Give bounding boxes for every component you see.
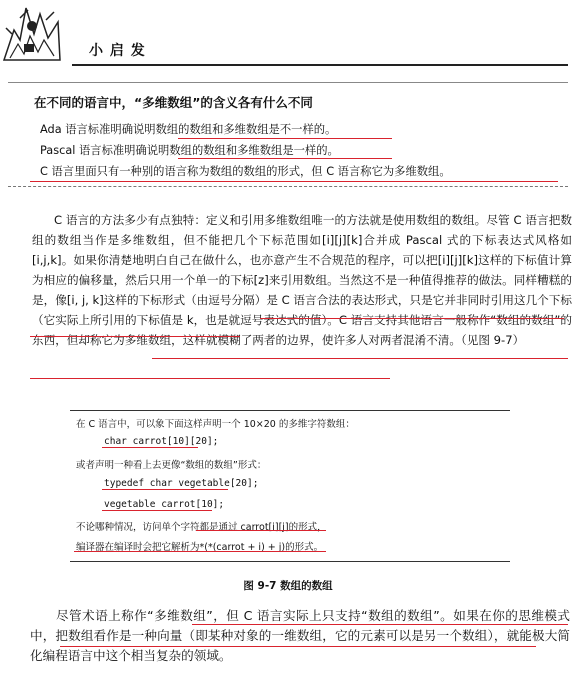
chapter-logo-icon (0, 0, 72, 64)
figure-mid-text: 或者声明一种看上去更像“数组的数组”形式： (76, 460, 267, 471)
annotation-underline (102, 510, 212, 511)
figure-code-line: typedef char vegetable[20]; (104, 478, 259, 489)
annotation-underline (178, 158, 392, 159)
tipbox-bottom-border (8, 186, 568, 187)
annotation-underline (60, 646, 536, 647)
annotation-underline (102, 489, 228, 490)
figure-9-7 (70, 410, 510, 562)
tipbox-top-border (8, 82, 568, 83)
body-paragraph-2: 尽管术语上称作“多维数组”，但 C 语言实际上只支持“数组的数组”。如果在你的思维模式中，把数组看作是一种向量（即某种对象的一维数组，它的元素可以是另一个数组），就能极大简化编程语言中这个相当复杂的领域。 (30, 608, 570, 663)
section-title: 小 启 发 (89, 43, 146, 59)
tipbox-line: Ada 语言标准明确说明数组的数组和多维数组是不一样的。 (40, 123, 337, 136)
figure-code-line: vegetable carrot[10]; (104, 499, 225, 510)
annotation-underline (196, 530, 326, 531)
annotation-underline (102, 447, 198, 448)
tipbox-heading: 在不同的语言中，“多维数组”的含义各有什么不同 (34, 95, 313, 110)
annotation-underline (260, 318, 564, 319)
annotation-underline (152, 358, 568, 359)
figure-intro-text: 在 C 语言中，可以象下面这样声明一个 10×20 的多维字符数组： (76, 419, 355, 430)
annotation-underline (30, 181, 558, 182)
annotation-underline (192, 624, 568, 625)
annotation-underline (30, 378, 390, 379)
annotation-underline (30, 336, 240, 337)
figure-note-text: 不论哪种情况，访问单个字符都是通过 carrot[i][j]的形式， (76, 522, 327, 533)
annotation-underline (74, 551, 326, 552)
annotation-underline (178, 138, 392, 139)
tipbox-line: Pascal 语言标准明确说明数组的数组和多维数组是一样的。 (40, 144, 339, 157)
figure-note-text: 编译器在编译时会把它解析为*(*(carrot + i) + j)的形式。 (76, 542, 324, 553)
figure-code-line: char carrot[10][20]; (104, 436, 219, 447)
header-rule (72, 64, 568, 66)
tipbox-line: C 语言里面只有一种别的语言称为数组的数组的形式，但 C 语言称它为多维数组。 (40, 165, 451, 178)
figure-caption: 图 9-7 数组的数组 (243, 580, 333, 592)
body-paragraph-1: C 语言的方法多少有点独特：定义和引用多维数组唯一的方法就是使用数组的数组。尽管 C 语言把数组的数组当作是多维数组，但不能把几个下标范围如[i][j][k]合并成 Pascal 式的下标表达式风格如[i,j,k]。如果你清楚地明白自己在做什么，也亦意产生不合规范的程序，可以把[i][j][k]这样的下标值计算为相应的偏移量，然后只用一个单一的下标[z]来引用数组。当然这不是一种值得推荐的做法。同样糟糕的是，像[i, j, k]这样的下标形式（由逗号分隔）是 C 语言合法的表达形式，只是它并非同时引用这几个下标（它实际上所引用的下标值是 k，也是就逗号表达式的值）。C 语言支持其他语言一般称作“数组的数组”的东西，但却称它为多维数组，这样就模糊了两者的边界，使许多人对两者混淆不清。（见图 9-7） (32, 213, 572, 347)
